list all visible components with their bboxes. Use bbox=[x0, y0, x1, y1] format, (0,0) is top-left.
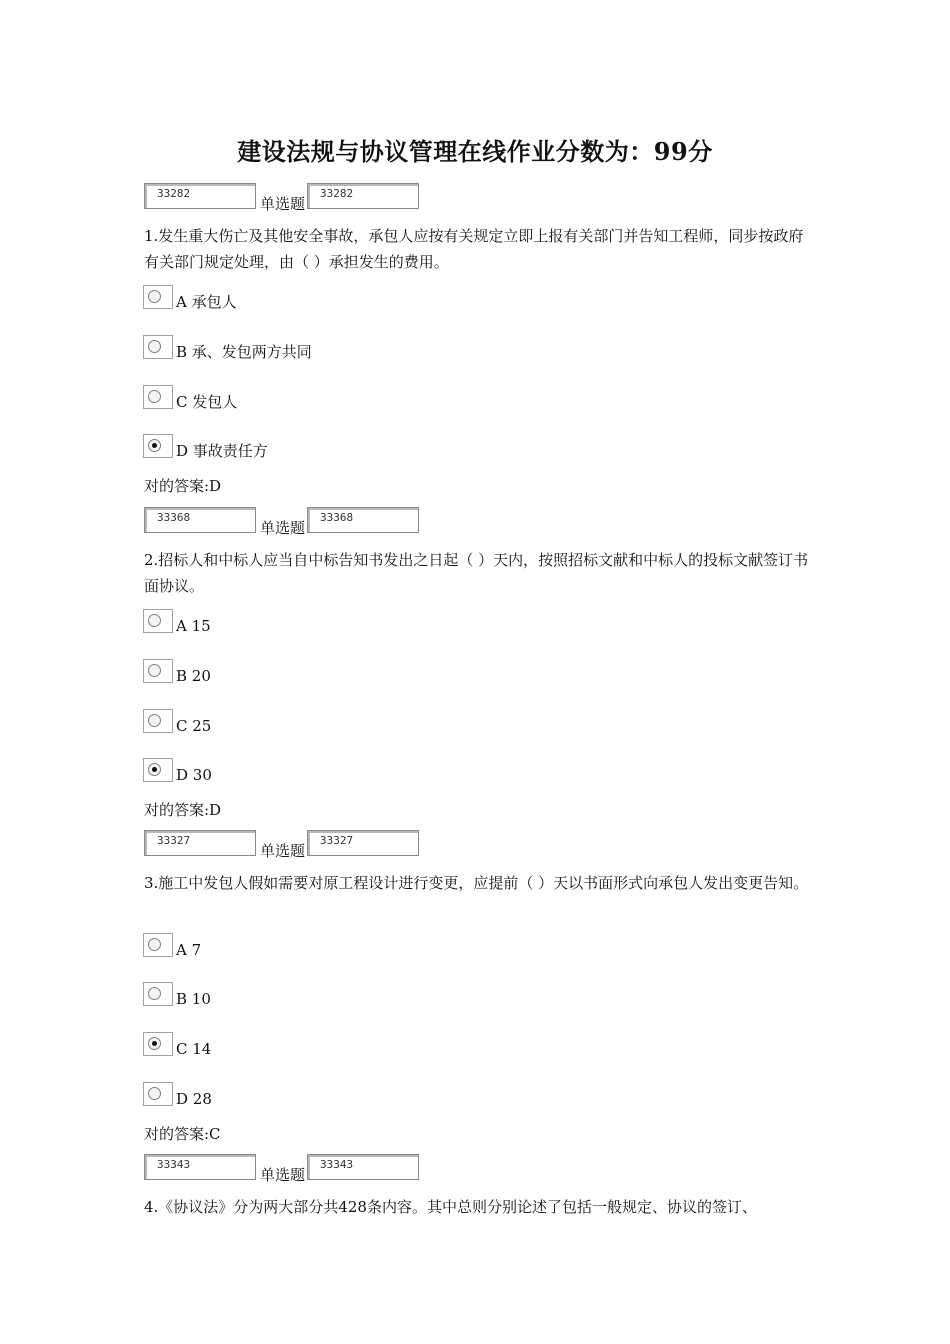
radio-button-selected[interactable] bbox=[143, 1032, 173, 1056]
option-b[interactable] bbox=[143, 659, 443, 693]
question-text: 4.《协议法》分为两大部分共428条内容。其中总则分别论述了包括一般规定、协议的签订、 bbox=[144, 1198, 757, 1216]
option-label: C 14 bbox=[176, 1040, 212, 1058]
question-text: 1.发生重大伤亡及其他安全事故，承包人应按有关规定立即上报有关部门并告知工程师，同步按政府有关部门规定处理，由（ ）承担发生的费用。 bbox=[144, 227, 804, 271]
option-c[interactable] bbox=[143, 709, 443, 743]
option-label: A 7 bbox=[176, 941, 202, 959]
option-c[interactable] bbox=[143, 385, 443, 419]
question-type-label: 单选题 bbox=[260, 1166, 306, 1184]
option-d[interactable] bbox=[143, 758, 443, 792]
option-label: D 28 bbox=[176, 1090, 212, 1108]
option-a[interactable] bbox=[143, 285, 443, 319]
option-d[interactable] bbox=[143, 1082, 443, 1116]
radio-button[interactable] bbox=[143, 285, 173, 309]
option-label: D 事故责任方 bbox=[176, 442, 268, 460]
option-label: A 15 bbox=[176, 617, 211, 635]
radio-button-selected[interactable] bbox=[143, 758, 173, 782]
question-id-field[interactable]: 33327 bbox=[307, 830, 419, 856]
question-id-field[interactable]: 33282 bbox=[307, 183, 419, 209]
option-label: B 10 bbox=[176, 990, 211, 1008]
option-d[interactable] bbox=[143, 434, 443, 468]
option-label: A 承包人 bbox=[176, 293, 237, 311]
question-type-label: 单选题 bbox=[260, 842, 306, 860]
question-type-label: 单选题 bbox=[260, 519, 306, 537]
radio-button[interactable] bbox=[143, 385, 173, 409]
question-id-field[interactable]: 33368 bbox=[144, 507, 256, 533]
correct-answer: 对的答案:D bbox=[144, 801, 222, 819]
radio-button-selected[interactable] bbox=[143, 434, 173, 458]
option-a[interactable] bbox=[143, 609, 443, 643]
option-b[interactable] bbox=[143, 982, 443, 1016]
radio-button[interactable] bbox=[143, 659, 173, 683]
option-b[interactable] bbox=[143, 335, 443, 369]
correct-answer: 对的答案:C bbox=[144, 1125, 221, 1143]
question-text: 2.招标人和中标人应当自中标告知书发出之日起（ ）天内，按照招标文献和中标人的投标文献签订书面协议。 bbox=[144, 551, 809, 595]
radio-button[interactable] bbox=[143, 335, 173, 359]
option-a[interactable] bbox=[143, 933, 443, 967]
question-id-field[interactable]: 33343 bbox=[307, 1154, 419, 1180]
option-label: C 发包人 bbox=[176, 393, 238, 411]
option-label: D 30 bbox=[176, 766, 212, 784]
question-id-field[interactable]: 33327 bbox=[144, 830, 256, 856]
radio-button[interactable] bbox=[143, 1082, 173, 1106]
radio-button[interactable] bbox=[143, 709, 173, 733]
page-title: 建设法规与协议管理在线作业分数为：99分 bbox=[237, 137, 713, 166]
option-label: C 25 bbox=[176, 717, 212, 735]
question-id-field[interactable]: 33343 bbox=[144, 1154, 256, 1180]
correct-answer: 对的答案:D bbox=[144, 477, 222, 495]
question-type-label: 单选题 bbox=[260, 195, 306, 213]
radio-button[interactable] bbox=[143, 609, 173, 633]
option-label: B 20 bbox=[176, 667, 211, 685]
option-label: B 承、发包两方共同 bbox=[176, 343, 312, 361]
question-text: 3.施工中发包人假如需要对原工程设计进行变更，应提前（ ）天以书面形式向承包人发出变更告知。 bbox=[144, 874, 809, 892]
radio-button[interactable] bbox=[143, 933, 173, 957]
radio-button[interactable] bbox=[143, 982, 173, 1006]
question-id-field[interactable]: 33368 bbox=[307, 507, 419, 533]
option-c[interactable] bbox=[143, 1032, 443, 1066]
question-id-field[interactable]: 33282 bbox=[144, 183, 256, 209]
